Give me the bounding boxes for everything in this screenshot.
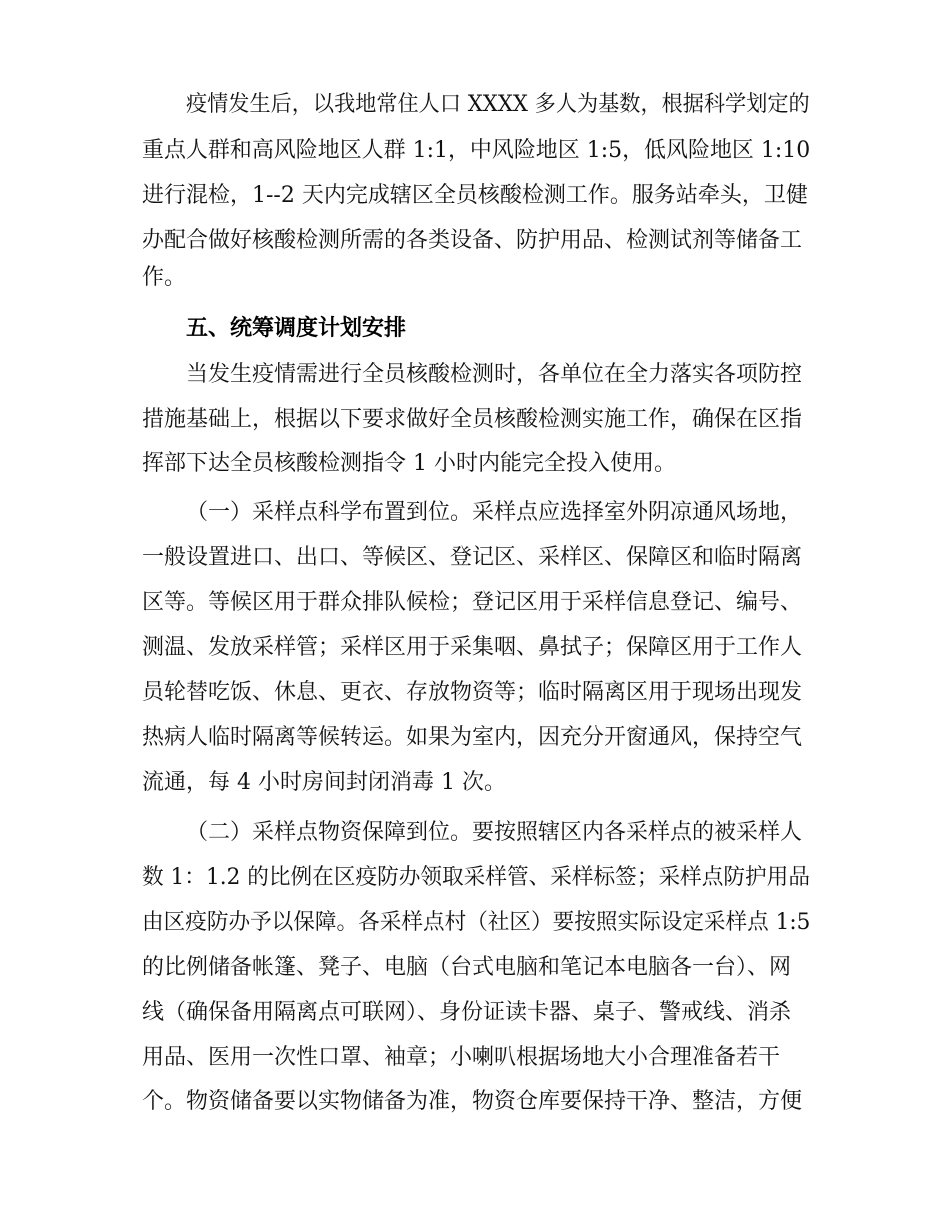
paragraph-3-line-4: 测温、发放采样管；采样区用于采集咽、鼻拭子；保障区用于工作人 <box>142 635 803 660</box>
paragraph-4-line-1: （二）采样点物资保障到位。要按照辖区内各采样点的被采样人 <box>186 820 803 845</box>
paragraph-3-line-3: 区等。等候区用于群众排队候检；登记区用于采样信息登记、编号、 <box>142 590 803 615</box>
paragraph-3-line-2: 一般设置进口、出口、等候区、登记区、采样区、保障区和临时隔离 <box>142 545 803 570</box>
paragraph-4-line-4: 的比例储备帐篷、凳子、电脑（台式电脑和笔记本电脑各一台）、网 <box>142 955 792 980</box>
paragraph-3-line-7: 流通，每 4 小时房间封闭消毒 1 次。 <box>142 770 506 795</box>
paragraph-4-line-7: 个。物资储备要以实物储备为准，物资仓库要保持干净、整洁，方便 <box>142 1089 803 1114</box>
paragraph-4-line-5: 线（确保备用隔离点可联网）、身份证读卡器、桌子、警戒线、消杀 <box>142 1000 792 1025</box>
paragraph-1-line-2: 重点人群和高风险地区人群 1:1，中风险地区 1:5，低风险地区 1:10 <box>142 138 811 163</box>
paragraph-2-line-3: 挥部下达全员核酸检测指令 1 小时内能完全投入使用。 <box>142 451 676 476</box>
paragraph-3-line-6: 热病人临时隔离等候转运。如果为室内，因充分开窗通风，保持空气 <box>142 725 803 750</box>
paragraph-1-line-3: 进行混检，1--2 天内完成辖区全员核酸检测工作。服务站牵头，卫健 <box>142 183 808 208</box>
paragraph-4-line-2: 数 1：1.2 的比例在区疫防办领取采样管、采样标签；采样点防护用品 <box>142 865 810 890</box>
section-heading-5: 五、统筹调度计划安排 <box>186 316 407 341</box>
paragraph-4-line-6: 用品、医用一次性口罩、袖章；小喇叭根据场地大小合理准备若干 <box>142 1045 781 1070</box>
paragraph-1-line-5: 作。 <box>142 265 187 290</box>
paragraph-3-line-1: （一）采样点科学布置到位。采样点应选择室外阴凉通风场地， <box>186 500 803 525</box>
paragraph-2-line-1: 当发生疫情需进行全员核酸检测时，各单位在全力落实各项防控 <box>186 362 803 387</box>
paragraph-2-line-2: 措施基础上，根据以下要求做好全员核酸检测实施工作，确保在区指 <box>142 407 803 432</box>
paragraph-4-line-3: 由区疫防办予以保障。各采样点村（社区）要按照实际设定采样点 1:5 <box>142 910 811 935</box>
paragraph-1-line-1: 疫情发生后，以我地常住人口 XXXX 多人为基数，根据科学划定的 <box>186 92 810 117</box>
paragraph-3-line-5: 员轮替吃饭、休息、更衣、存放物资等；临时隔离区用于现场出现发 <box>142 680 803 705</box>
paragraph-1-line-4: 办配合做好核酸检测所需的各类设备、防护用品、检测试剂等储备工 <box>142 228 803 253</box>
